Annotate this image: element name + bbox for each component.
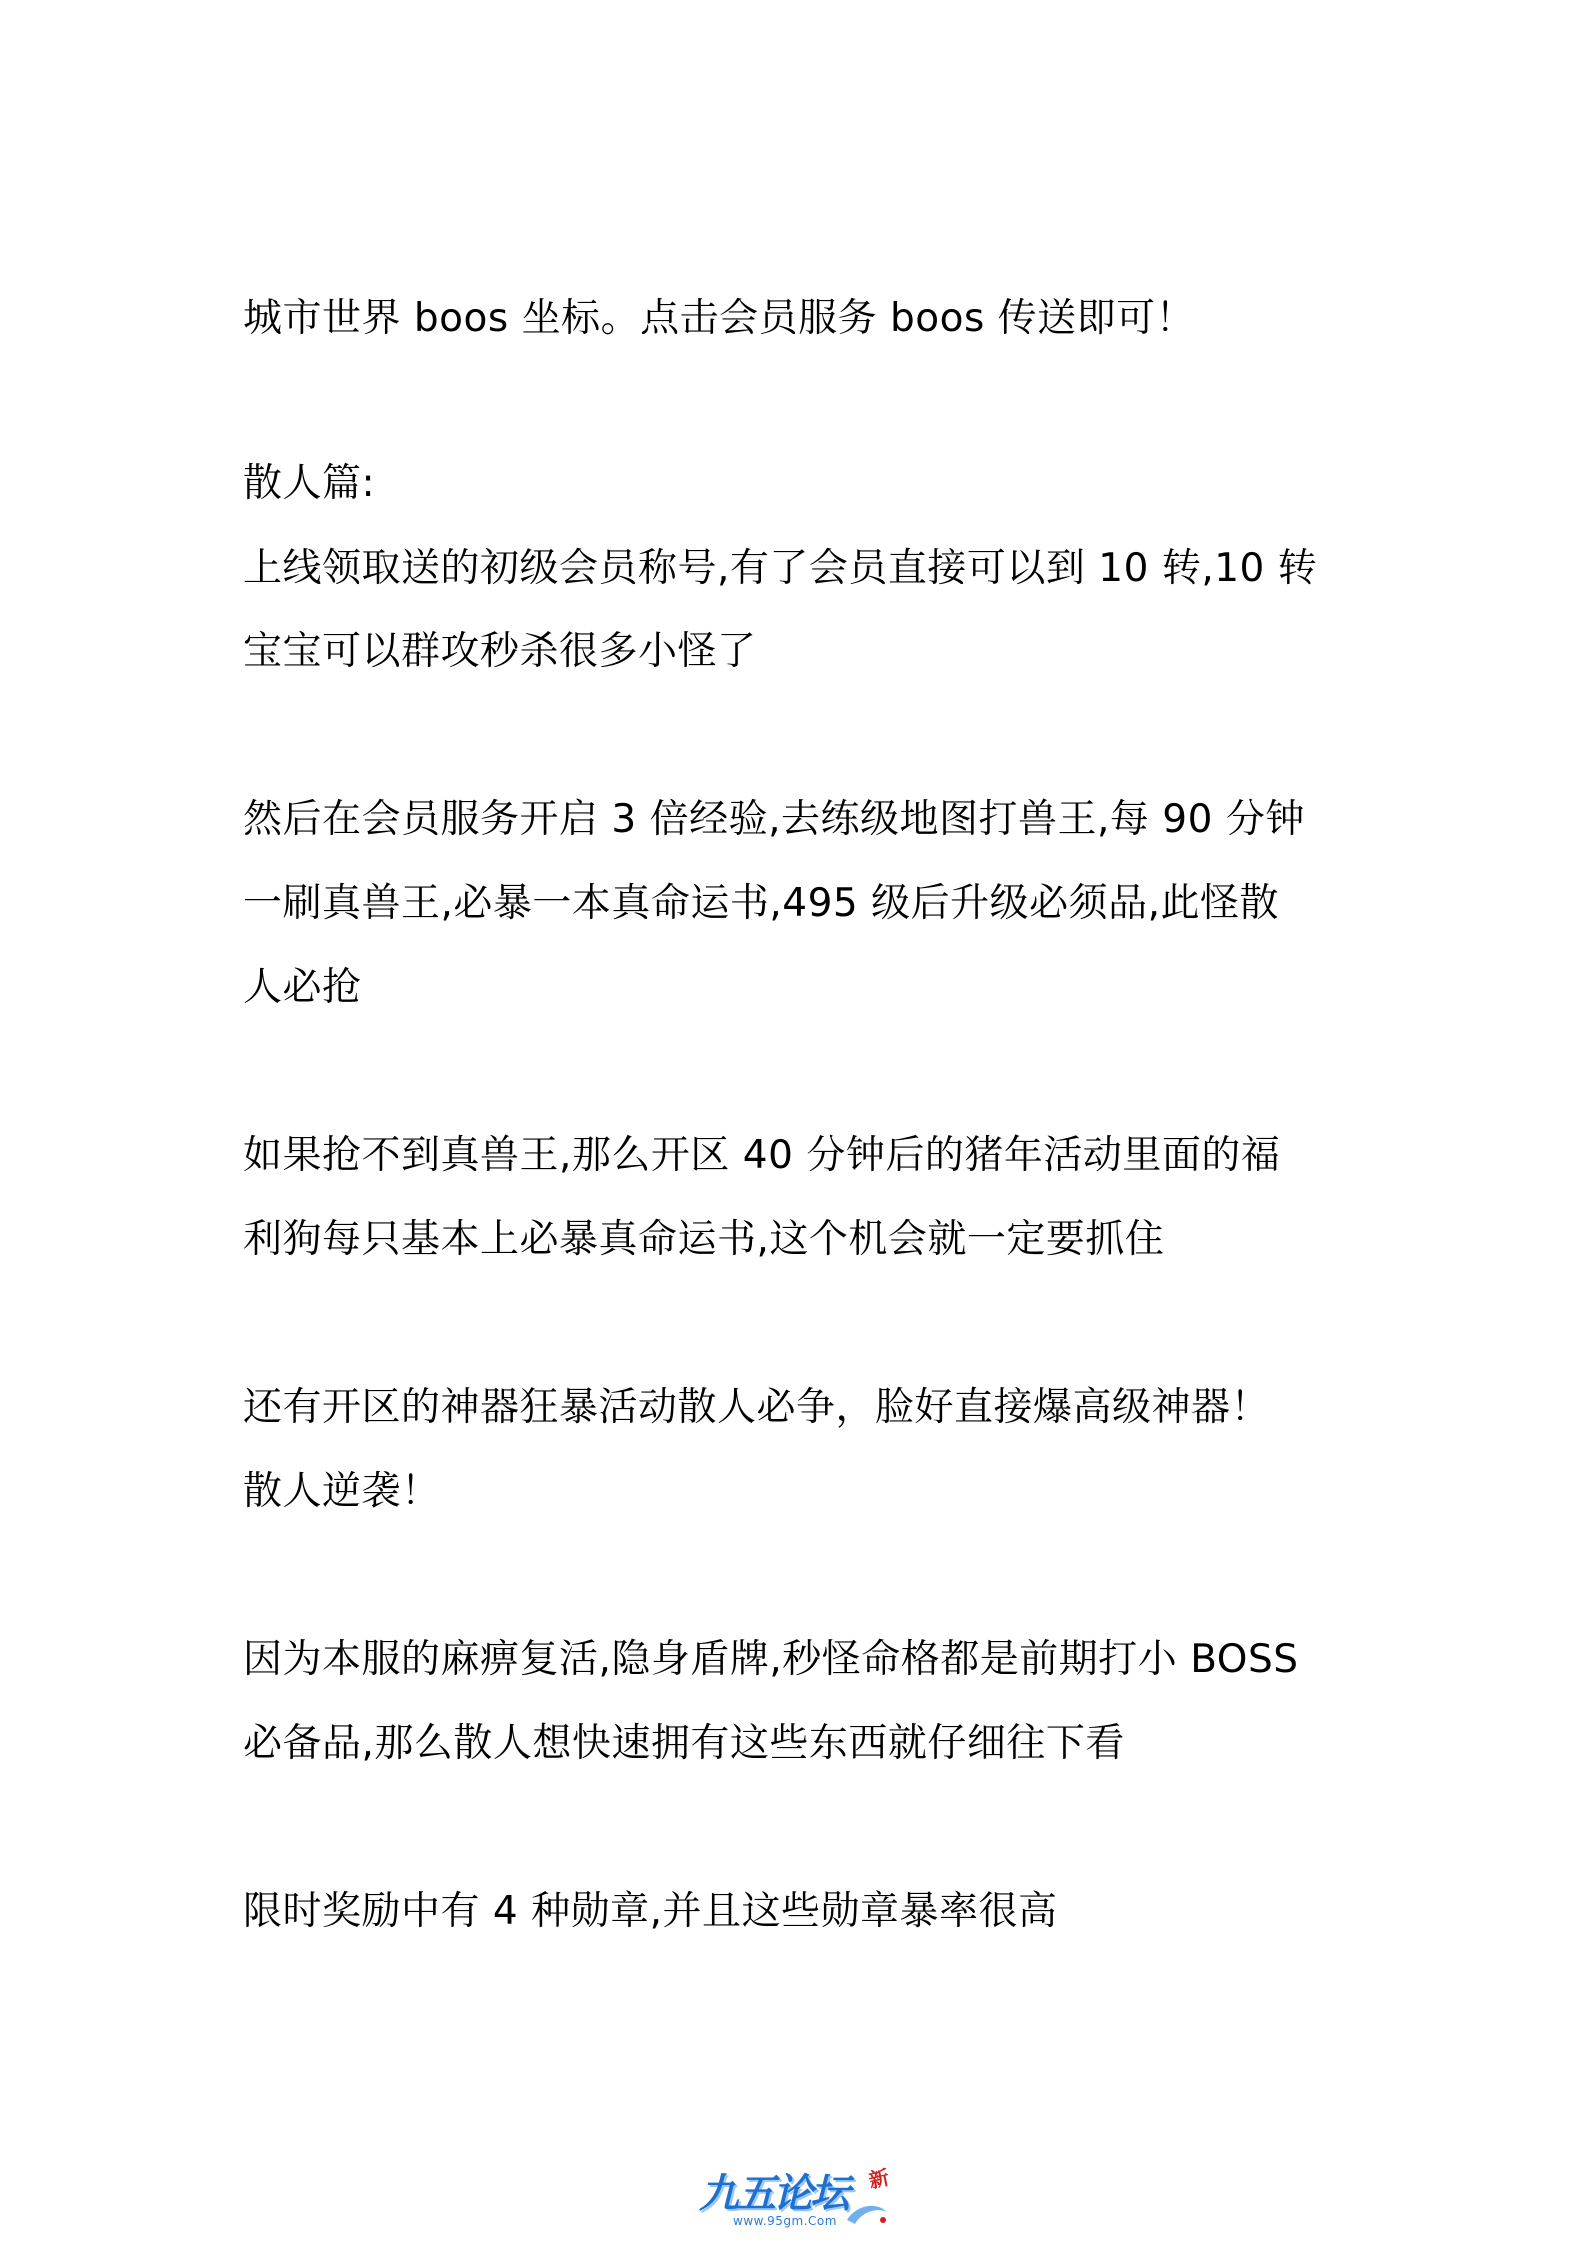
footer-logo bbox=[693, 2165, 908, 2236]
text-line: 人必抢 bbox=[243, 965, 362, 1010]
text-line: 然后在会员服务开启 3 倍经验,去练级地图打兽王,每 90 分钟 bbox=[243, 797, 1305, 842]
text-line: 宝宝可以群攻秒杀很多小怪了 bbox=[243, 629, 757, 674]
text-line: 散人逆袭！ bbox=[243, 1469, 441, 1514]
text-line: 一刷真兽王,必暴一本真命运书,495 级后升级必须品,此怪散 bbox=[243, 881, 1280, 926]
section-heading: 散人篇: bbox=[243, 461, 376, 506]
text-line: 上线领取送的初级会员称号,有了会员直接可以到 10 转,10 转 bbox=[243, 546, 1318, 591]
text-line: 因为本服的麻痹复活,隐身盾牌,秒怪命格都是前期打小 BOSS bbox=[243, 1637, 1299, 1682]
text-line: 如果抢不到真兽王,那么开区 40 分钟后的猪年活动里面的福 bbox=[243, 1133, 1281, 1178]
new-badge: 新 bbox=[866, 2165, 892, 2193]
swirl-icon bbox=[843, 2198, 893, 2228]
logo-text: 九五论坛 bbox=[699, 2171, 847, 2217]
text-line: 城市世界 boos 坐标。点击会员服务 boos 传送即可！ bbox=[243, 296, 1196, 341]
text-line: 限时奖励中有 4 种勋章,并且这些勋章暴率很高 bbox=[243, 1889, 1058, 1934]
text-line: 利狗每只基本上必暴真命运书,这个机会就一定要抓住 bbox=[243, 1217, 1165, 1262]
logo-url: www.95gm.Com bbox=[733, 2214, 837, 2228]
text-line: 还有开区的神器狂暴活动散人必争，脸好直接爆高级神器！ bbox=[243, 1385, 1271, 1430]
text-line: 必备品,那么散人想快速拥有这些东西就仔细往下看 bbox=[243, 1721, 1125, 1766]
